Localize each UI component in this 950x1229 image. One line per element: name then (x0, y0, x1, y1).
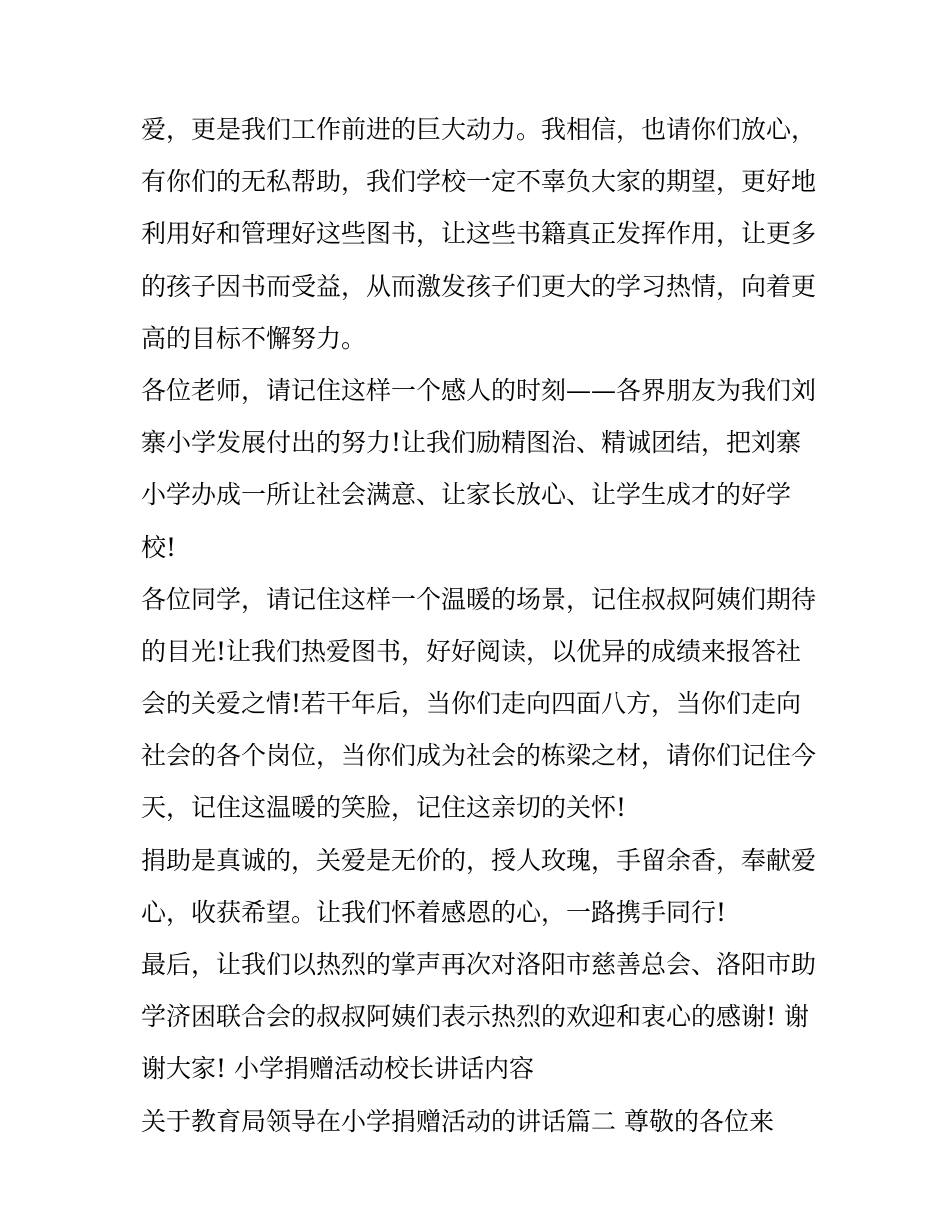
document-body (141, 104, 821, 1148)
text-line: 各位同学，请记住这样一个温暖的场景，记住叔叔阿姨们期待 (141, 584, 817, 614)
text-line: 各位老师，请记住这样一个感人的时刻——各界朋友为我们刘 (141, 375, 817, 405)
text-line: 最后，让我们以热烈的掌声再次对洛阳市慈善总会、洛阳市助 (141, 950, 817, 979)
text-line: 的孩子因书而受益，从而激发孩子们更大的学习热情，向着更 (141, 271, 817, 301)
text-line: 的目光!让我们热爱图书，好好阅读，以优异的成绩来报答社 (141, 636, 802, 666)
text-line: 高的目标不懈努力。 (141, 323, 367, 353)
text-line: 捐助是真诚的，关爱是无价的，授人玫瑰，手留余香，奉献爱 (141, 845, 817, 875)
text-line: 寨小学发展付出的努力!让我们励精图治、精诚团结，把刘寨 (141, 428, 802, 458)
text-line: 谢大家! 小学捐赠活动校长讲话内容 (141, 1054, 534, 1084)
text-line: 小学办成一所让社会满意、让家长放心、让学生成才的好学 (141, 480, 792, 510)
text-line: 心，收获希望。让我们怀着感恩的心，一路携手同行! (141, 897, 727, 927)
text-line: 利用好和管理好这些图书，让这些书籍真正发挥作用，让更多 (141, 219, 817, 249)
text-line: 学济困联合会的叔叔阿姨们表示热烈的欢迎和衷心的感谢! 谢 (141, 1002, 809, 1032)
text-line: 社会的各个岗位，当你们成为社会的栋梁之材，请你们记住今 (141, 741, 817, 771)
text-line: 天，记住这温暖的笑脸，记住这亲切的关怀! (141, 793, 627, 823)
text-line: 爱，更是我们工作前进的巨大动力。我相信，也请你们放心， (141, 115, 817, 144)
text-line: 有你们的无私帮助，我们学校一定不辜负大家的期望，更好地 (141, 167, 817, 197)
text-line: 校! (141, 532, 177, 562)
text-line: 会的关爱之情!若干年后，当你们走向四面八方，当你们走向 (141, 689, 802, 719)
text-line: 关于教育局领导在小学捐赠活动的讲话篇二 尊敬的各位来 (141, 1106, 774, 1136)
